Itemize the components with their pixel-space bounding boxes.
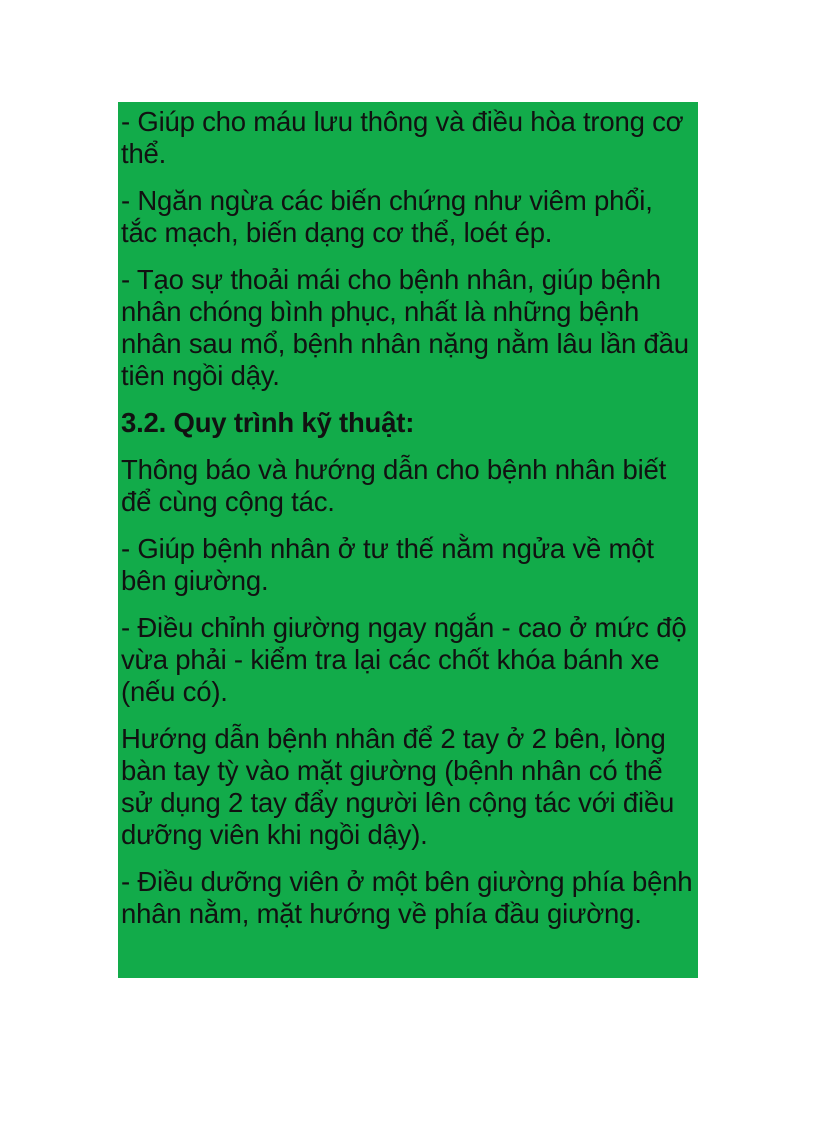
paragraph-step-position: - Giúp bệnh nhân ở tư thế nằm ngửa về một bên giường.: [121, 533, 654, 596]
paragraph-step-nurse-position: - Điều dưỡng viên ở một bên giường phía bệnh nhân nằm, mặt hướng về phía đầu giường.: [121, 866, 693, 929]
content-block: [118, 102, 698, 978]
paragraph-step-hands: Hướng dẫn bệnh nhân để 2 tay ở 2 bên, lòng bàn tay tỳ vào mặt giường (bệnh nhân có thể sử dụng 2 tay đẩy người lên cộng tác với điều dưỡng viên khi ngồi dậy).: [121, 723, 675, 850]
paragraph-benefit-circulation: - Giúp cho máu lưu thông và điều hòa trong cơ thể.: [121, 106, 684, 169]
paragraph-step-inform: Thông báo và hướng dẫn cho bệnh nhân biết để cùng cộng tác.: [121, 454, 667, 517]
paragraph-benefit-prevent-complications: - Ngăn ngừa các biến chứng như viêm phổi, tắc mạch, biến dạng cơ thể, loét ép.: [121, 185, 653, 248]
section-heading: 3.2. Quy trình kỹ thuật:: [121, 407, 415, 438]
paragraph-step-adjust-bed: - Điều chỉnh giường ngay ngắn - cao ở mức độ vừa phải - kiểm tra lại các chốt khóa bánh xe (nếu có).: [121, 612, 687, 707]
paragraph-benefit-comfort: - Tạo sự thoải mái cho bệnh nhân, giúp bệnh nhân chóng bình phục, nhất là những bệnh nhân sau mổ, bệnh nhân nặng nằm lâu lần đầu tiên ngồi dậy.: [121, 264, 689, 391]
